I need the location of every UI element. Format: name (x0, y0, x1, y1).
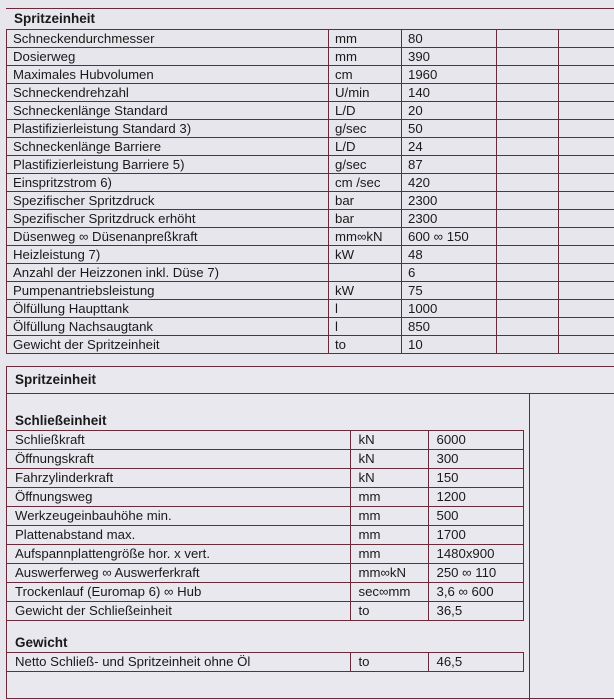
spacer (7, 621, 614, 634)
cell-empty (559, 228, 614, 246)
cell-empty (497, 102, 559, 120)
table-row (7, 48, 614, 66)
table-row (7, 488, 523, 507)
cell-empty (559, 282, 614, 300)
cell-empty (497, 336, 559, 354)
cell-value: 36,5 (428, 602, 523, 621)
cell-param-name: Fahrzylinderkraft (7, 469, 350, 488)
cell-value: 87 (402, 156, 497, 174)
cell-param-name: Schneckendrehzahl (7, 84, 329, 102)
table-row (7, 469, 523, 488)
cell-param-name: Ölfüllung Nachsaugtank (7, 318, 329, 336)
cell-value: 3,6 ∞ 600 (428, 583, 523, 602)
cell-empty (497, 210, 559, 228)
cell-empty (559, 66, 614, 84)
cell-unit: to (350, 602, 428, 621)
cell-value: 1700 (428, 526, 523, 545)
cell-unit: cm (329, 66, 402, 84)
cell-value: 6 (402, 264, 497, 282)
cell-empty (497, 138, 559, 156)
cell-unit: sec∞mm (350, 583, 428, 602)
cell-param-name: Schließkraft (7, 431, 350, 450)
cell-param-name: Dosierweg (7, 48, 329, 66)
cell-value: 300 (428, 450, 523, 469)
cell-value: 1000 (402, 300, 497, 318)
cell-empty (497, 246, 559, 264)
table-row (7, 545, 523, 564)
cell-unit: mm∞kN (329, 228, 402, 246)
cell-unit: l (329, 318, 402, 336)
table-row (7, 564, 523, 583)
cell-unit: mm (350, 545, 428, 564)
cell-value: 75 (402, 282, 497, 300)
spacer (7, 394, 614, 412)
table-row (7, 84, 614, 102)
table-row (7, 602, 523, 621)
table-row (7, 300, 614, 318)
table-row (7, 450, 523, 469)
cell-unit: mm∞kN (350, 564, 428, 583)
cell-value: 140 (402, 84, 497, 102)
cell-value: 600 ∞ 150 (402, 228, 497, 246)
cell-value: 20 (402, 102, 497, 120)
cell-param-name: Anzahl der Heizzonen inkl. Düse 7) (7, 264, 329, 282)
cell-value: 850 (402, 318, 497, 336)
cell-param-name: Schneckenlänge Barriere (7, 138, 329, 156)
cell-unit: l (329, 300, 402, 318)
cell-param-name: Plastifizierleistung Standard 3) (7, 120, 329, 138)
cell-empty (497, 174, 559, 192)
cell-value: 48 (402, 246, 497, 264)
table-row (7, 507, 523, 526)
injection-unit-table-top (6, 8, 614, 354)
cell-param-name: Aufspannplattengröße hor. x vert. (7, 545, 350, 564)
cell-param-name: Spezifischer Spritzdruck (7, 192, 329, 210)
table-row (7, 583, 523, 602)
cell-empty (497, 282, 559, 300)
cell-empty (559, 102, 614, 120)
top-table-heading: Spritzeinheit (6, 9, 614, 29)
cell-empty (559, 48, 614, 66)
cell-empty (559, 336, 614, 354)
cell-param-name: Plattenabstand max. (7, 526, 350, 545)
cell-unit: g/sec (329, 120, 402, 138)
cell-value: 1960 (402, 66, 497, 84)
clamp-section-heading: Schließeinheit (7, 412, 614, 430)
table-row (7, 156, 614, 174)
injection-unit-spec-table (6, 29, 614, 354)
cell-unit: U/min (329, 84, 402, 102)
cell-empty (497, 156, 559, 174)
cell-unit: kW (329, 282, 402, 300)
cell-empty (497, 264, 559, 282)
table-row (7, 431, 523, 450)
cell-empty (497, 30, 559, 48)
cell-unit: mm (350, 507, 428, 526)
cell-unit: g/sec (329, 156, 402, 174)
table-row (7, 282, 614, 300)
cell-param-name: Plastifizierleistung Barriere 5) (7, 156, 329, 174)
cell-unit: cm /sec (329, 174, 402, 192)
cell-param-name: Ölfüllung Haupttank (7, 300, 329, 318)
cell-param-name: Netto Schließ- und Spritzeinheit ohne Öl (7, 653, 350, 672)
cell-value: 24 (402, 138, 497, 156)
cell-value: 1480x900 (428, 545, 523, 564)
cell-empty (559, 156, 614, 174)
cell-unit: mm (350, 488, 428, 507)
table-row (7, 526, 523, 545)
cell-value: 10 (402, 336, 497, 354)
cell-unit (329, 264, 402, 282)
cell-empty (497, 84, 559, 102)
table-row (7, 174, 614, 192)
cell-unit: bar (329, 192, 402, 210)
table-row (7, 336, 614, 354)
cell-empty (559, 264, 614, 282)
cell-unit: mm (329, 48, 402, 66)
cell-param-name: Schneckendurchmesser (7, 30, 329, 48)
table-row (7, 228, 614, 246)
cell-unit: kN (350, 431, 428, 450)
cell-value: 6000 (428, 431, 523, 450)
cell-empty (497, 48, 559, 66)
cell-empty (497, 318, 559, 336)
cell-value: 2300 (402, 192, 497, 210)
cell-unit: mm (329, 30, 402, 48)
cell-param-name: Öffnungskraft (7, 450, 350, 469)
weight-spec-table (7, 652, 524, 672)
clamping-unit-panel (6, 366, 614, 699)
cell-param-name: Trockenlauf (Euromap 6) ∞ Hub (7, 583, 350, 602)
cell-empty (559, 192, 614, 210)
table-row (7, 102, 614, 120)
cell-empty (559, 318, 614, 336)
clamping-unit-spec-table (7, 430, 524, 621)
cell-empty (497, 66, 559, 84)
cell-empty (559, 300, 614, 318)
cell-param-name: Heizleistung 7) (7, 246, 329, 264)
cell-param-name: Maximales Hubvolumen (7, 66, 329, 84)
cell-param-name: Gewicht der Spritzeinheit (7, 336, 329, 354)
table-row (7, 264, 614, 282)
table-row (7, 192, 614, 210)
cell-value: 2300 (402, 210, 497, 228)
right-column-divider (529, 394, 530, 700)
cell-value: 500 (428, 507, 523, 526)
cell-param-name: Düsenweg ∞ Düsenanpreßkraft (7, 228, 329, 246)
cell-empty (497, 228, 559, 246)
cell-param-name: Auswerferweg ∞ Auswerferkraft (7, 564, 350, 583)
cell-value: 50 (402, 120, 497, 138)
cell-value: 1200 (428, 488, 523, 507)
table-row (7, 66, 614, 84)
cell-param-name: Pumpenantriebsleistung (7, 282, 329, 300)
cell-value: 250 ∞ 110 (428, 564, 523, 583)
table-row (7, 653, 523, 672)
cell-unit: kN (350, 450, 428, 469)
cell-value: 390 (402, 48, 497, 66)
cell-param-name: Gewicht der Schließeinheit (7, 602, 350, 621)
cell-unit: to (329, 336, 402, 354)
cell-value: 46,5 (428, 653, 523, 672)
cell-unit: kW (329, 246, 402, 264)
weight-section-heading: Gewicht (7, 634, 614, 652)
cell-empty (559, 210, 614, 228)
cell-empty (497, 192, 559, 210)
cell-empty (559, 84, 614, 102)
cell-unit: kN (350, 469, 428, 488)
cell-param-name: Öffnungsweg (7, 488, 350, 507)
bottom-panel-title: Spritzeinheit (7, 367, 614, 394)
cell-param-name: Schneckenlänge Standard (7, 102, 329, 120)
cell-unit: to (350, 653, 428, 672)
table-row (7, 120, 614, 138)
cell-param-name: Werkzeugeinbauhöhe min. (7, 507, 350, 526)
table-row (7, 30, 614, 48)
cell-param-name: Einspritzstrom 6) (7, 174, 329, 192)
cell-empty (559, 174, 614, 192)
table-row (7, 246, 614, 264)
table-row (7, 210, 614, 228)
cell-unit: bar (329, 210, 402, 228)
cell-empty (559, 30, 614, 48)
cell-empty (559, 246, 614, 264)
cell-unit: L/D (329, 102, 402, 120)
cell-empty (559, 138, 614, 156)
cell-empty (497, 120, 559, 138)
cell-empty (497, 300, 559, 318)
cell-unit: mm (350, 526, 428, 545)
cell-param-name: Spezifischer Spritzdruck erhöht (7, 210, 329, 228)
cell-unit: L/D (329, 138, 402, 156)
table-row (7, 138, 614, 156)
cell-value: 420 (402, 174, 497, 192)
table-row (7, 318, 614, 336)
cell-value: 80 (402, 30, 497, 48)
cell-empty (559, 120, 614, 138)
cell-value: 150 (428, 469, 523, 488)
